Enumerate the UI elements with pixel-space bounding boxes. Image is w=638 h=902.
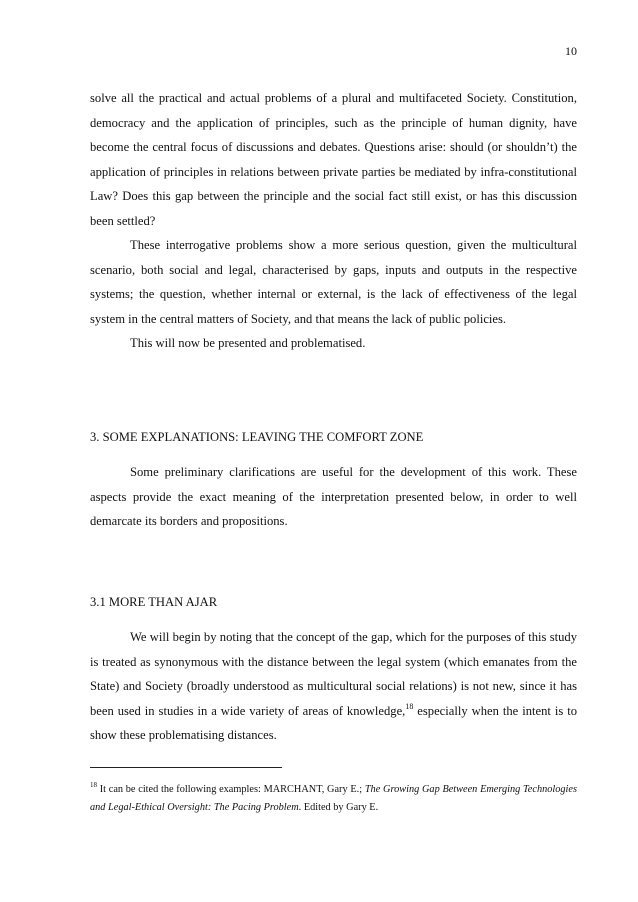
section-3-heading: 3. SOME EXPLANATIONS: LEAVING THE COMFORT ZONE xyxy=(90,430,424,444)
footnote-cited-title: The Growing Gap Between Emerging Technologies and Legal-Ethical Oversight: The Pacing Problem xyxy=(90,784,577,813)
intro-paragraph-2: These interrogative problems show a more serious question, given the multicultural scenario, both social and legal, characterised by gaps, inputs and outputs in the respective systems; the question, whether internal or external, is the lack of effectiveness of the legal system in the central matters of Society, and that means the lack of public policies. xyxy=(90,238,577,326)
footnote-reference: 18 xyxy=(405,701,414,711)
intro-text xyxy=(90,86,577,356)
footnote-18 xyxy=(90,781,577,817)
section-3-1-body xyxy=(90,625,577,748)
section-3-1-heading: 3.1 MORE THAN AJAR xyxy=(90,595,218,609)
section-3-1-text-end: especially when the intent is to show these problematising distances. xyxy=(90,703,578,743)
footnote-separator xyxy=(90,767,282,768)
footnote-mark: 18 xyxy=(90,781,97,789)
section-3-paragraph: Some preliminary clarifications are useful for the development of this work. These aspects provide the exact meaning of the interpretation presented below, in order to well demarcate its borders and propositions. xyxy=(90,465,577,529)
section-3-body xyxy=(90,460,577,534)
footnote-text-end: . Edited by Gary E. xyxy=(298,802,379,813)
intro-paragraph-1: solve all the practical and actual problems of a plural and multifaceted Society. Constitution, democracy and the application of principles, such as the principle of human dignity, have become the central focus of discussions and debates. Questions arise: should (or shouldn’t) the application of principles in relations between private parties be mediated by infra-constitutional Law? Does this gap between the principle and the social fact still exist, or has this discussion been settled? xyxy=(90,91,577,228)
page-number: 10 xyxy=(565,44,577,58)
footnote-text: It can be cited the following examples: MARCHANT, Gary E.; xyxy=(97,784,365,795)
section-3-1-paragraph xyxy=(90,625,577,748)
section-3-1-text: We will begin by noting that the concept of the gap, which for the purposes of this study is treated as synonymous with the distance between the legal system (which emanates from the State) and Society (broadly understood as multicultural social relations) is not new, since it has been used in studies in a wide variety of areas of knowledge, xyxy=(90,630,577,718)
intro-paragraph-3: This will now be presented and problematised. xyxy=(130,336,366,351)
